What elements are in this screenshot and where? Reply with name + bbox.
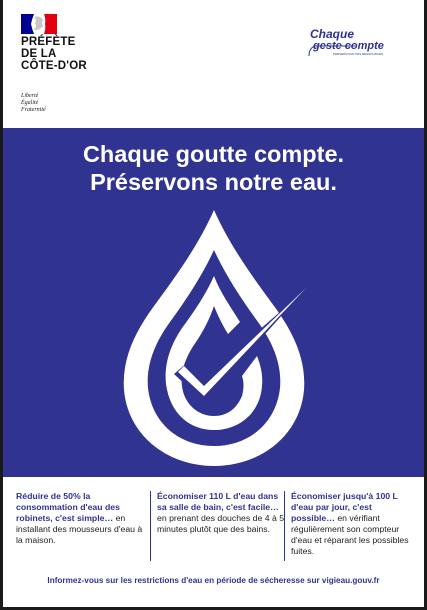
logo-tagline: PRÉSERVONS NOS RESSOURCES [333, 52, 383, 56]
republic-motto [21, 93, 101, 114]
tip-shower-detail: en prenant des douches de 4 à 5 minutes plutôt que des bains. [157, 513, 285, 534]
tip-faucets [16, 491, 144, 561]
tip-meter [284, 491, 415, 561]
tip-shower [150, 491, 285, 561]
headline-panel [3, 128, 424, 477]
tip-meter-detail: en vérifiant régulièrement son compteur d'eau et réparant les possibles fuites. [291, 513, 409, 556]
motto-fraternite: Fraternité [21, 107, 46, 113]
prefecture-line-2: DE LA [21, 48, 57, 60]
tip-faucets-detail: en installant des mousseurs d'eau à la maison. [16, 513, 143, 545]
logo-line-2: geste compte [313, 40, 384, 52]
logo-line-1: Chaque [310, 27, 355, 41]
prefecture-name [21, 36, 131, 72]
motto-liberte: Liberté [21, 93, 39, 99]
tip-faucets-lead: Réduire de 50% la consommation d'eau des robinets, c'est simple… [16, 491, 120, 523]
prefecture-line-3: CÔTE-D'OR [21, 60, 87, 72]
headline [3, 140, 424, 196]
headline-line-2: Préservons notre eau. [90, 169, 337, 195]
chaque-geste-compte-logo [307, 26, 407, 58]
footer-note: Informez-vous sur les restrictions d'eau en période de sécheresse sur vigieau.gouv.fr [47, 576, 380, 585]
tip-shower-lead: Économiser 110 L d'eau dans sa salle de bain, c'est facile… [157, 491, 279, 512]
water-drop-check-icon [114, 206, 314, 469]
tip-meter-lead: Économiser jusqu'à 100 L d'eau par jour, c'est possible… [291, 491, 398, 523]
headline-line-1: Chaque goutte compte. [82, 141, 345, 167]
prefecture-line-1: PRÉFÈTE [21, 36, 76, 48]
marianne-flag-icon [21, 14, 57, 34]
tips-section [16, 491, 412, 561]
motto-egalite: Égalité [21, 100, 39, 106]
